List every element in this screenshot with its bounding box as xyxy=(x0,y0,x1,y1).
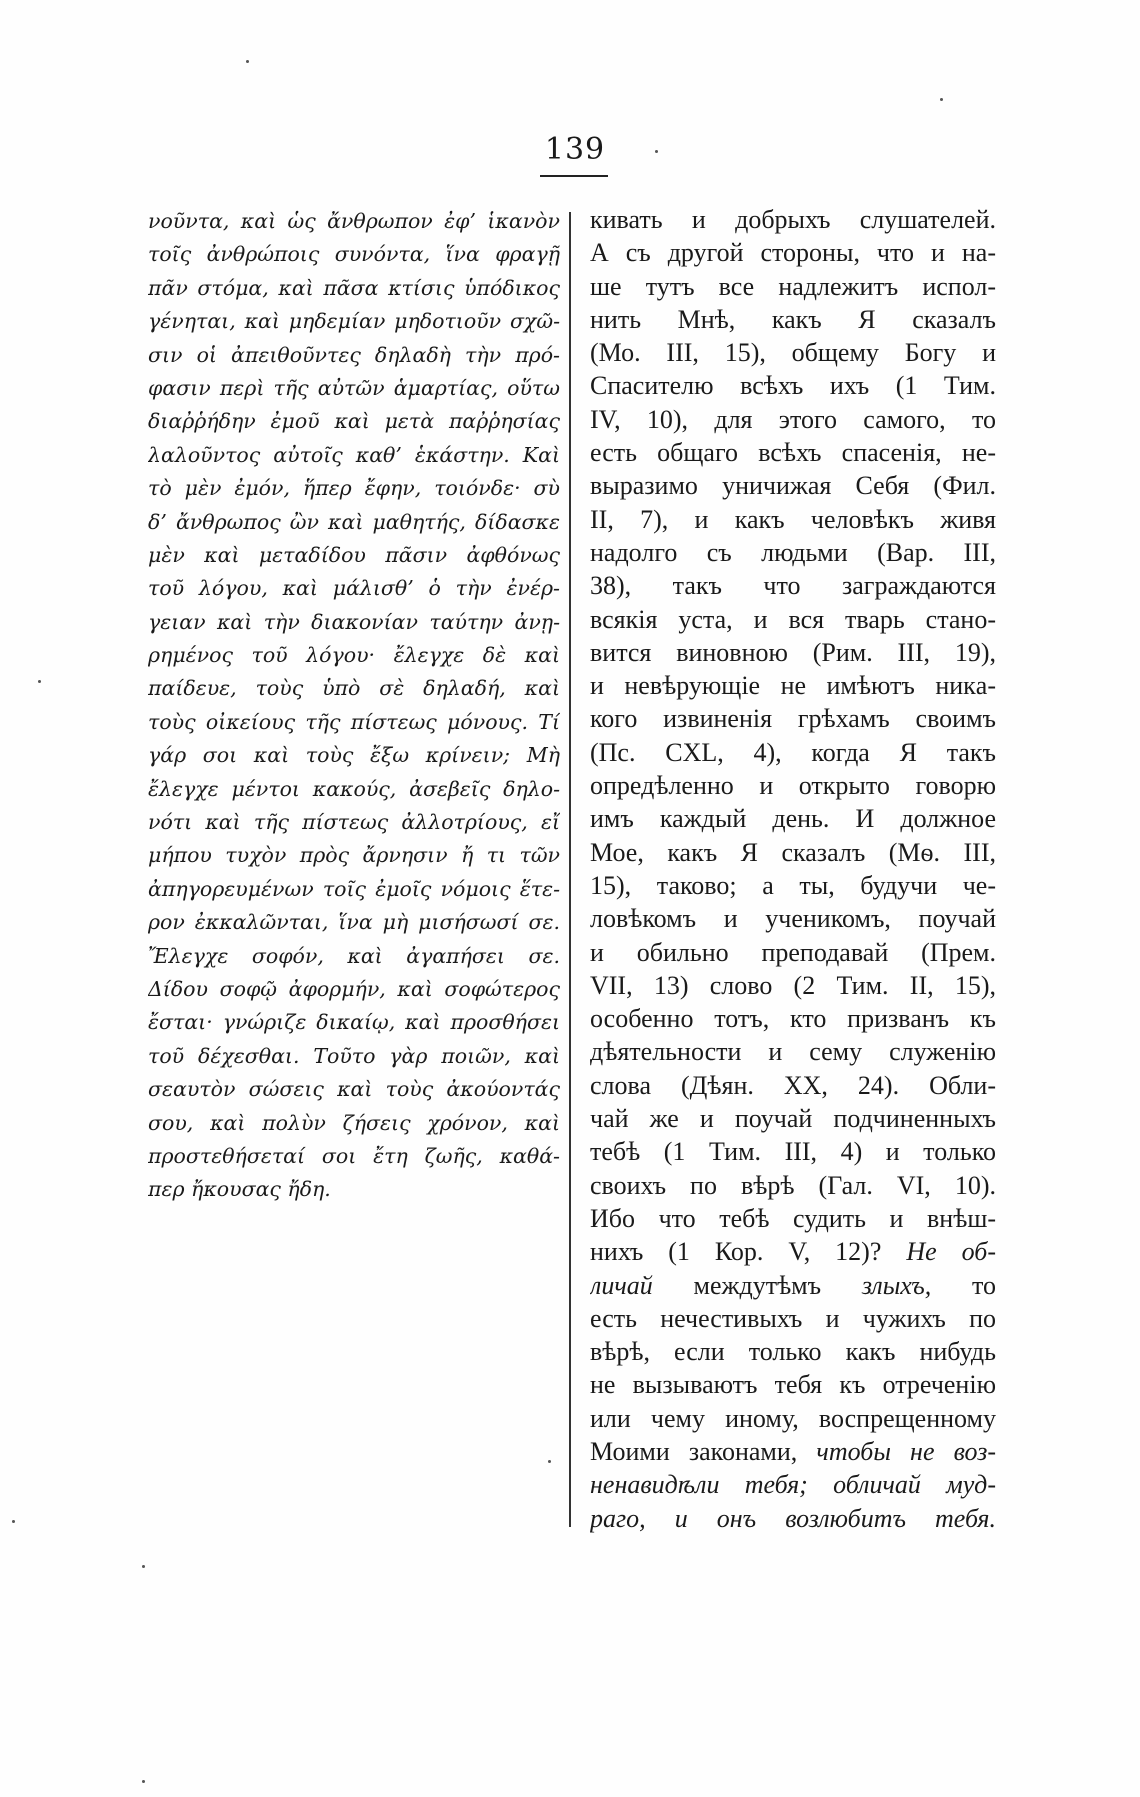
russian-line: есть нечестивыхъ и чужихъ по xyxy=(590,1303,996,1333)
russian-line: выразимо уничижая Себя (Фил. xyxy=(590,471,996,501)
greek-line: γάρ σοι καὶ τοὺς ἔξω κρίνειν; Μὴ xyxy=(148,743,560,768)
greek-line: Δίδου σοφῷ ἀφορμήν, καὶ σοφώτερος xyxy=(148,976,560,1001)
russian-line: опредѣленно и открыто говорю xyxy=(590,771,996,801)
greek-line: διαῤῥήδην ἐμοῦ καὶ μετὰ παῤῥησίας xyxy=(148,409,560,434)
russian-line: (Пс. CXL, 4), когда Я такъ xyxy=(590,737,996,767)
russian-line: вится виновною (Рим. III, 19), xyxy=(590,637,996,667)
russian-line: дѣятельности и сему служенію xyxy=(590,1037,996,1067)
greek-line: τοῦ δέχεσθαι. Τοῦτο γὰρ ποιῶν, καὶ xyxy=(148,1043,560,1068)
russian-italic-phrase: чтобы не воз- xyxy=(797,1436,996,1466)
greek-line: ρημένος τοῦ λόγου· ἔλεγχε δὲ καὶ xyxy=(148,643,560,668)
scan-speck xyxy=(548,1460,551,1463)
russian-line-mixed xyxy=(590,1269,996,1302)
russian-line: тебѣ (1 Тим. III, 4) и только xyxy=(590,1137,996,1167)
greek-line: σου, καὶ πολὺν ζήσεις χρόνον, καὶ xyxy=(148,1110,560,1135)
russian-line: и невѣрующіе не имѣютъ никa- xyxy=(590,671,996,701)
russian-italic-phrase: злыхъ, xyxy=(861,1270,932,1300)
greek-line: σεαυτὸν σώσεις καὶ τοὺς ἀκούοντάς xyxy=(148,1077,560,1102)
russian-line: ловѣкомъ и ученикомъ, поучай xyxy=(590,904,996,934)
russian-line: кивать и добрыхъ слушателей. xyxy=(590,205,996,234)
page-number-underline xyxy=(540,175,608,177)
greek-line: γένηται, καὶ μηδεμίαν μηδοτιοῦν σχῶ- xyxy=(148,309,560,334)
scan-speck xyxy=(655,150,658,153)
greek-line: φασιν περὶ τῆς αὐτῶν ἁμαρτίας, οὕτω xyxy=(148,375,560,400)
russian-line-part: междутѣмъ xyxy=(652,1270,862,1300)
russian-line-part: то xyxy=(931,1270,996,1300)
russian-line: 38), такъ что заграждаются xyxy=(590,571,996,601)
greek-line: Ἔλεγχε σοφόν, καὶ ἀγαπήσει σε. xyxy=(148,943,560,968)
scan-speck xyxy=(246,60,249,63)
greek-line: τὸ μὲν ἐμόν, ἥπερ ἔφην, τοιόνδε· σὺ xyxy=(148,476,560,501)
russian-line: нить Мнѣ, какъ Я сказалъ xyxy=(590,304,996,334)
greek-line: περ ἤκουσας ἤδη. xyxy=(148,1177,331,1202)
russian-line: вѣрѣ, если только какъ нибудь xyxy=(590,1337,996,1367)
greek-line: ρον ἐκκαλῶνται, ἵνα μὴ μισήσωσί σε. xyxy=(148,910,560,935)
scan-speck xyxy=(940,98,943,101)
russian-line: Мое, какъ Я сказалъ (Мѳ. III, xyxy=(590,837,996,867)
greek-line: ἀπηγορευμένων τοῖς ἐμοῖς νόμοις ἕτε- xyxy=(148,876,560,901)
greek-line: νότι καὶ τῆς πίστεως ἀλλοτρίους, εἴ xyxy=(148,810,560,835)
russian-line: 15), таково; а ты, будучи че- xyxy=(590,870,996,900)
greek-line: μὲν καὶ μεταδίδου πᾶσιν ἀφθόνως xyxy=(148,542,560,567)
russian-line: и обильно преподавай (Прем. xyxy=(590,937,996,967)
russian-line: Спасителю всѣхъ ихъ (1 Тим. xyxy=(590,371,996,401)
russian-line-part: Моими законами, xyxy=(590,1436,798,1466)
scan-speck xyxy=(142,1780,145,1783)
russian-line-part: нихъ (1 Кор. V, 12)? xyxy=(590,1237,882,1267)
greek-line: ἔλεγχε μέντοι κακούς, ἀσεβεῖς δηλο- xyxy=(148,776,560,801)
russian-line-mixed xyxy=(590,1235,996,1268)
greek-line: νοῦντα, καὶ ὡς ἄνθρωπον ἐφ’ ἱκανὸν xyxy=(148,209,560,233)
russian-italic-phrase: Не об- xyxy=(906,1237,996,1267)
page-number: 139 xyxy=(544,132,606,167)
russian-line: ше тутъ все надлежитъ испол- xyxy=(590,271,996,301)
greek-text-column xyxy=(148,205,560,1207)
greek-line: λαλοῦντος αὐτοῖς καθ’ ἑκάστην. Καὶ xyxy=(148,442,560,467)
russian-italic-line: раго, и онъ возлюбитъ тебя. xyxy=(590,1503,996,1533)
greek-line: σιν οἱ ἀπειθοῦντες δηλαδὴ τὴν πρό- xyxy=(148,342,560,367)
russian-line: или чему иному, воспрещенному xyxy=(590,1403,996,1433)
russian-line: не вызываютъ тебя къ отреченію xyxy=(590,1370,996,1400)
greek-line: παίδευε, τοὺς ὑπὸ σὲ δηλαδή, καὶ xyxy=(148,676,560,701)
greek-line: προστεθήσεταί σοι ἔτη ζωῆς, καθά- xyxy=(148,1143,560,1168)
russian-italic-phrase: личай xyxy=(590,1270,653,1300)
greek-line: ἔσται· γνώριζε δικαίῳ, καὶ προσθήσει xyxy=(148,1010,560,1035)
greek-line: γειαν καὶ τὴν διακονίαν ταύτην ἀνῃ- xyxy=(148,609,560,634)
russian-line: есть общаго всѣхъ спасенія, не- xyxy=(590,438,996,468)
russian-line-mixed xyxy=(590,1435,996,1468)
column-divider xyxy=(569,212,571,1527)
russian-line: особенно тотъ, кто призванъ къ xyxy=(590,1004,996,1034)
greek-line: δ’ ἄνθρωπος ὢν καὶ μαθητής, δίδασκε xyxy=(148,509,560,534)
greek-line: τοὺς οἰκείους τῆς πίστεως μόνους. Τί xyxy=(148,709,560,734)
russian-line: А съ другой стороны, что и на- xyxy=(590,238,996,268)
greek-line: τοῦ λόγου, καὶ μάλισθ’ ὁ τὴν ἐνέρ- xyxy=(148,576,560,601)
scan-speck xyxy=(142,1565,145,1568)
russian-italic-line: ненавидѣли тебя; обличай муд- xyxy=(590,1470,996,1500)
russian-line: IV, 10), для этого самого, то xyxy=(590,404,996,434)
russian-line: (Мо. III, 15), общему Богу и xyxy=(590,338,996,368)
russian-line: всякія уста, и вся тварь стано- xyxy=(590,604,996,634)
russian-line: своихъ по вѣрѣ (Гал. VI, 10). xyxy=(590,1170,996,1200)
russian-line: Ибо что тебѣ судить и внѣш- xyxy=(590,1203,996,1233)
scan-speck xyxy=(38,680,41,683)
russian-line: имъ каждый день. И должное xyxy=(590,804,996,834)
greek-line: τοῖς ἀνθρώποις συνόντα, ἵνα φραγῇ xyxy=(148,242,560,267)
greek-line: μήπου τυχὸν πρὸς ἄρνησιν ἤ τι τῶν xyxy=(148,843,560,868)
russian-line: слова (Дѣян. XX, 24). Обли- xyxy=(590,1070,996,1100)
russian-line: кого извиненія грѣхамъ своимъ xyxy=(590,704,996,734)
greek-line: πᾶν στόμα, καὶ πᾶσα κτίσις ὑπόδικος xyxy=(148,275,560,300)
russian-line: VII, 13) слово (2 Тим. II, 15), xyxy=(590,970,996,1000)
russian-line: II, 7), и какъ человѣкъ живя xyxy=(590,504,996,534)
russian-text-column xyxy=(590,203,996,1535)
scan-speck xyxy=(12,1520,15,1523)
russian-line: чай же и поучай подчиненныхъ xyxy=(590,1104,996,1134)
russian-line: надолго съ людьми (Вар. III, xyxy=(590,537,996,567)
